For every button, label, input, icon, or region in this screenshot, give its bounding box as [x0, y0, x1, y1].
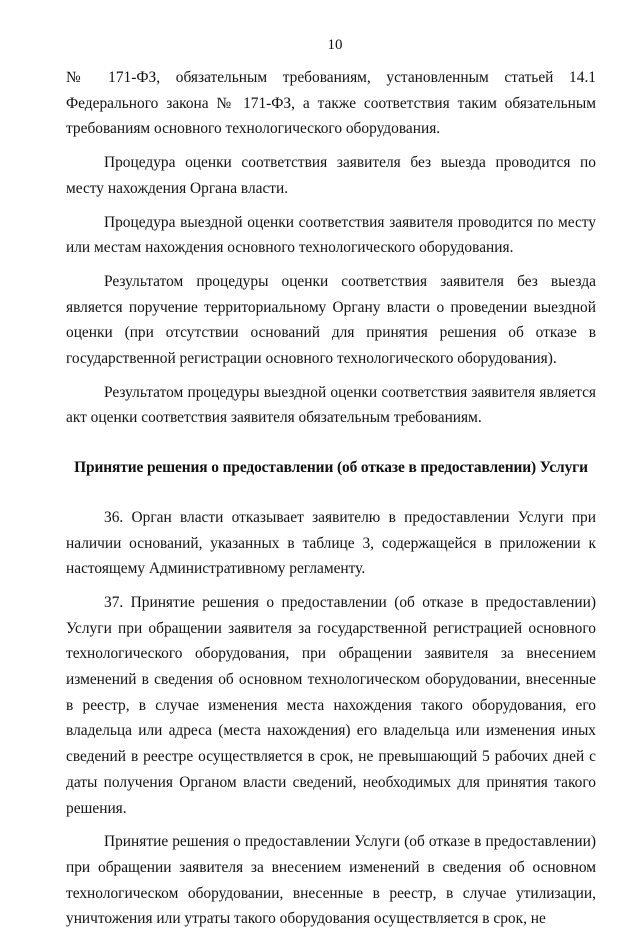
- paragraph-decision-disposal: Принятие решения о предоставлении Услуги (об отказе в предоставлении) при обращении заявителя за внесением изменений в сведения об основном технологическом оборудовании, внесенные в реестр, в случае утилизации, уничтожения или утраты такого оборудования осуществляется в срок, не: [66, 833, 596, 928]
- section-heading: Принятие решения о предоставлении (об отказе в предоставлении) Услуги: [74, 459, 588, 477]
- paragraph-onsite-assessment: Процедура выездной оценки соответствия заявителя проводится по месту или местам нахождения основного технологического оборудования.: [66, 213, 596, 257]
- paragraph-item-36: 36. Орган власти отказывает заявителю в предоставлении Услуги при наличии оснований, указанных в таблице 3, содержащейся в приложении к настоящему Административному регламенту.: [66, 508, 596, 578]
- paragraph-item-37: 37. Принятие решения о предоставлении (об отказе в предоставлении) Услуги при обращении заявителя за государственной регистрацией основного технологического оборудования, при обращении заявителя за внесением изменений в сведения об основном технологическом оборудовании, внесенные в реестр, в случае изменения места нахождения такого оборудования, его владельца или адреса (места нахождения) его владельца или изменения иных сведений в реестре осуществляется в срок, не превышающий 5 рабочих дней с даты получения Органом власти сведений, необходимых для принятия такого решения.: [66, 593, 596, 817]
- paragraph-remote-assessment: Процедура оценки соответствия заявителя без выезда проводится по месту нахождения Органа власти.: [66, 154, 596, 197]
- paragraph-onsite-result: Результатом процедуры выездной оценки соответствия заявителя является акт оценки соответствия заявителя обязательным требованиям.: [66, 383, 596, 427]
- page-number: 10: [327, 37, 343, 53]
- paragraph-continuation: № 171-ФЗ, обязательным требованиям, установленным статьей 14.1 Федерального закона № 171-ФЗ, а также соответствия таким обязательным требованиям основного технологического оборудования.: [66, 69, 596, 138]
- paragraph-remote-result: Результатом процедуры оценки соответствия заявителя без выезда является поручение территориальному Органу власти о проведении выездной оценки (при отсутствии оснований для принятия решения об отказе в государственной регистрации основного технологического оборудования).: [66, 272, 596, 368]
